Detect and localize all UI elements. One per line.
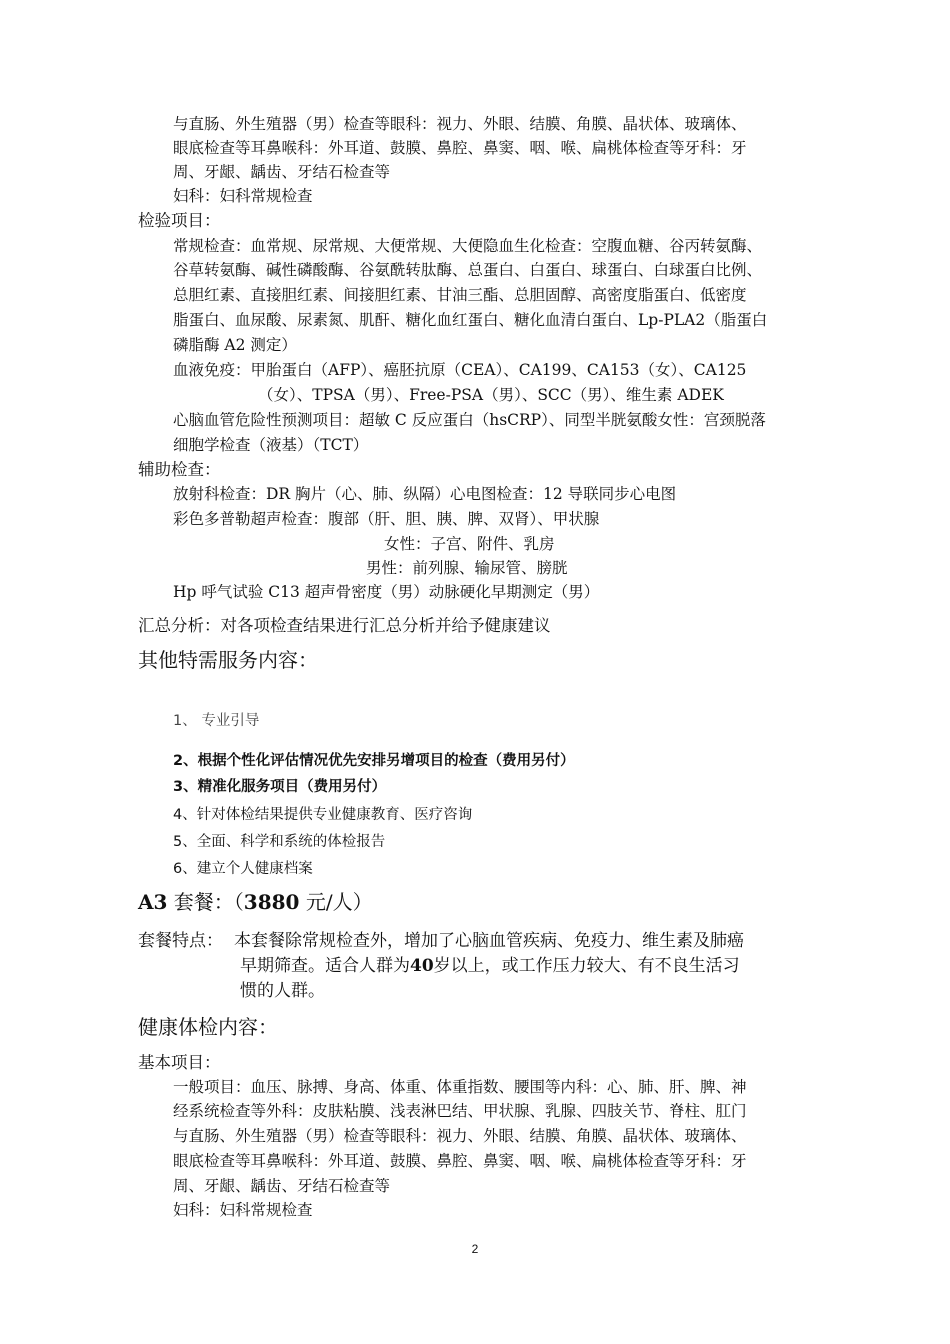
special-item-5: 5、全面、科学和系统的体检报告 xyxy=(173,834,386,850)
special-item-6: 6、建立个人健康档案 xyxy=(173,861,313,877)
aux-radiology: 放射科检查：DR 胸片（心、肺、纵隔）心电图检查：12 导联同步心电图 xyxy=(173,485,677,503)
page-number: 2 xyxy=(471,1242,479,1256)
special-item-1: 1、 专业引导 xyxy=(173,713,260,729)
package-title xyxy=(138,887,373,917)
aux-ultrasound: 彩色多普勒超声检查：腹部（肝、胆、胰、脾、双肾）、甲状腺 xyxy=(173,510,600,528)
special-heading: 其他特需服务内容： xyxy=(138,648,318,672)
health-line-2: 经系统检查等外科：皮肤粘膜、浅表淋巴结、甲状腺、乳腺、四肢关节、脊柱、肛门 xyxy=(173,1102,747,1120)
lab-immune-2: （女）、TPSA（男）、Free-PSA（男）、SCC（男）、维生素 ADEK xyxy=(258,386,724,404)
feature-text-a: 早期筛查。适合人群为 xyxy=(240,956,410,976)
package-name-suffix: 套餐： xyxy=(173,890,234,914)
feature-age: 40 xyxy=(410,956,434,976)
lab-cardio-2: 细胞学检查（液基）（TCT） xyxy=(173,436,369,454)
special-item-3: 3、精准化服务项目（费用另付） xyxy=(173,779,387,795)
exam-line-2: 眼底检查等耳鼻喉科：外耳道、鼓膜、鼻腔、鼻窦、咽、喉、扁桃体检查等牙科：牙 xyxy=(173,139,747,157)
special-item-4: 4、针对体检结果提供专业健康教育、医疗咨询 xyxy=(173,807,473,823)
package-feature-label: 套餐特点： xyxy=(138,931,223,951)
health-line-3: 与直肠、外生殖器（男）检查等眼科：视力、外眼、结膜、角膜、晶状体、玻璃体、 xyxy=(173,1127,747,1145)
package-price: 3880 xyxy=(243,890,300,914)
aux-hp: Hp 呼气试验 C13 超声骨密度（男）动脉硬化早期测定（男） xyxy=(173,583,600,601)
aux-male: 男性：前列腺、输尿管、膀胱 xyxy=(366,559,568,577)
lab-immune-1: 血液免疫：甲胎蛋白（AFP）、癌胚抗原（CEA）、CA199、CA153（女）、CA125 xyxy=(173,361,747,379)
exam-line-1: 与直肠、外生殖器（男）检查等眼科：视力、外眼、结膜、角膜、晶状体、玻璃体、 xyxy=(173,115,747,133)
lab-routine-5: 磷脂酶 A2 测定） xyxy=(173,336,297,354)
package-feature-line-3: 惯的人群。 xyxy=(240,981,325,1001)
exam-line-4: 妇科：妇科常规检查 xyxy=(173,187,313,205)
summary: 汇总分析：对各项检查结果进行汇总分析并给予健康建议 xyxy=(138,616,551,635)
package-feature-line-1: 本套餐除常规检查外，增加了心脑血管疾病、免疫力、维生素及肺癌 xyxy=(234,931,744,951)
lab-routine-1: 常规检查：血常规、尿常规、大便常规、大便隐血生化检查：空腹血糖、谷丙转氨酶、 xyxy=(173,237,763,255)
package-name: A3 xyxy=(138,890,168,914)
lab-heading: 检验项目： xyxy=(138,211,221,230)
aux-female: 女性：子宫、附件、乳房 xyxy=(384,535,555,553)
package-price-unit: 元/人） xyxy=(305,890,373,914)
health-line-4: 眼底检查等耳鼻喉科：外耳道、鼓膜、鼻腔、鼻窦、咽、喉、扁桃体检查等牙科：牙 xyxy=(173,1152,747,1170)
package-price-open: （ xyxy=(233,890,244,914)
health-line-5: 周、牙龈、龋齿、牙结石检查等 xyxy=(173,1177,391,1195)
aux-heading: 辅助检查： xyxy=(138,460,221,479)
lab-routine-4: 脂蛋白、血尿酸、尿素氮、肌酐、糖化血红蛋白、糖化血清白蛋白、Lp-PLA2（脂蛋白 xyxy=(173,311,768,329)
package-feature-line-2 xyxy=(240,954,740,979)
lab-routine-3: 总胆红素、直接胆红素、间接胆红素、甘油三酯、总胆固醇、高密度脂蛋白、低密度 xyxy=(173,286,747,304)
basic-heading: 基本项目： xyxy=(138,1053,221,1072)
special-item-2: 2、根据个性化评估情况优先安排另增项目的检查（费用另付） xyxy=(173,753,575,769)
exam-line-3: 周、牙龈、龋齿、牙结石检查等 xyxy=(173,163,391,181)
health-line-6: 妇科：妇科常规检查 xyxy=(173,1201,313,1219)
health-line-1: 一般项目：血压、脉搏、身高、体重、体重指数、腰围等内科：心、肺、肝、脾、神 xyxy=(173,1078,747,1096)
lab-routine-2: 谷草转氨酶、碱性磷酸酶、谷氨酰转肽酶、总蛋白、白蛋白、球蛋白、白球蛋白比例、 xyxy=(173,261,763,279)
lab-cardio-1: 心脑血管危险性预测项目：超敏 C 反应蛋白（hsCRP）、同型半胱氨酸女性：宫颈脱落 xyxy=(173,411,766,429)
feature-text-b: 岁以上，或工作压力较大、有不良生活习 xyxy=(433,956,740,976)
health-heading: 健康体检内容： xyxy=(138,1015,278,1039)
